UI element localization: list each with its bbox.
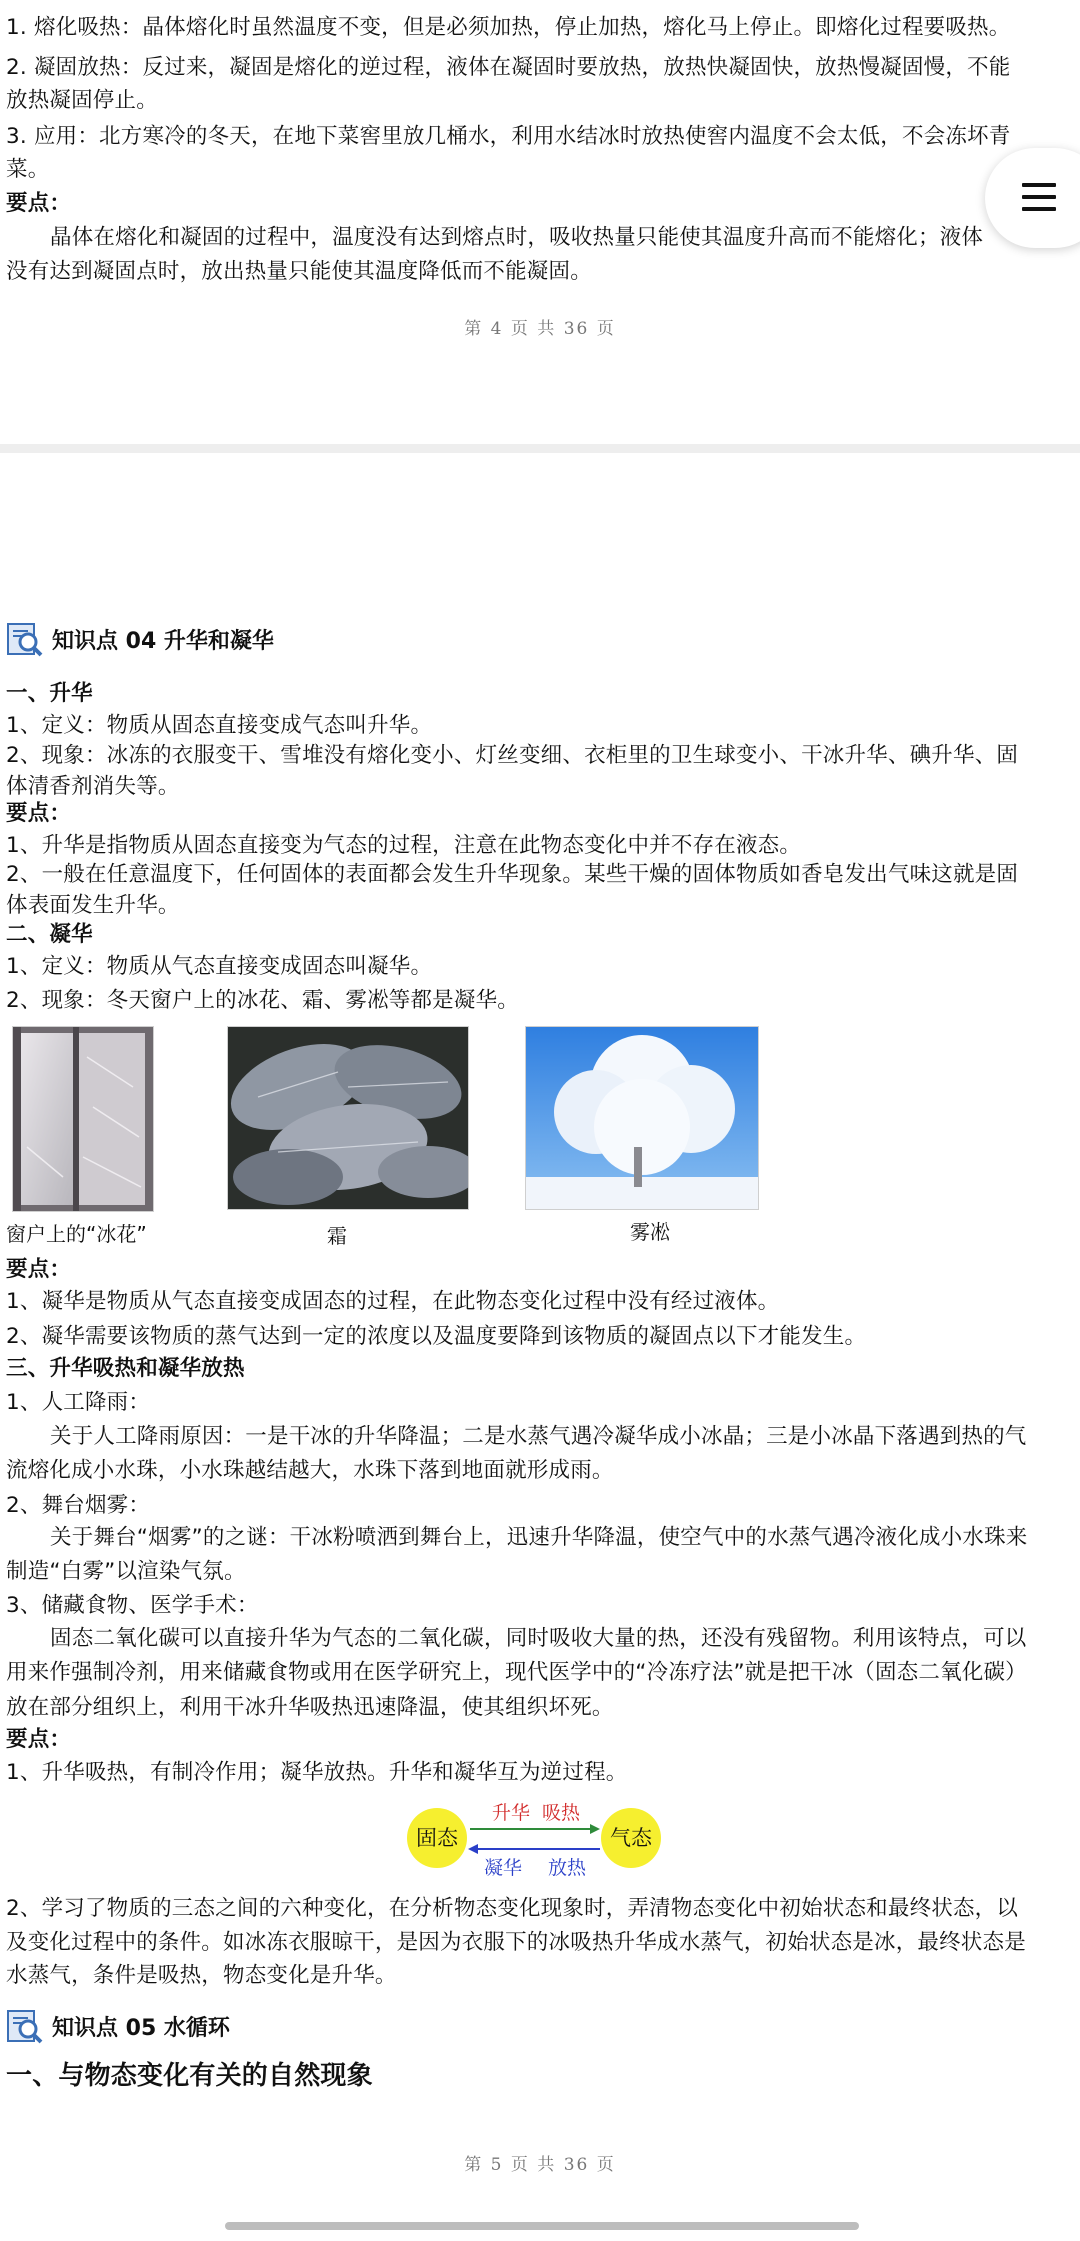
key-points-label: 要点： bbox=[6, 801, 72, 826]
text-line: 关于舞台“烟雾”的之谜：干冰粉喷洒到舞台上，迅速升华降温，使空气中的水蒸气遇冷液化成小水珠来 bbox=[50, 1525, 1028, 1550]
absorb-heat-label: 吸热 bbox=[542, 1802, 581, 1824]
home-indicator[interactable] bbox=[225, 2222, 859, 2230]
text-line: 1、升华是指物质从固态直接变为气态的过程，注意在此物态变化中并不存在液态。 bbox=[6, 833, 802, 858]
deposition-label: 凝华 bbox=[484, 1857, 523, 1879]
page-footer: 第 5 页 共 36 页 bbox=[464, 2155, 616, 2175]
rime-tree-image bbox=[526, 1027, 758, 1209]
subheading: 三、升华吸热和凝华放热 bbox=[6, 1356, 245, 1381]
text-line: 晶体在熔化和凝固的过程中，温度没有达到熔点时，吸收热量只能使其温度升高而不能熔化；液体 bbox=[50, 225, 984, 250]
window-frost-photo bbox=[12, 1026, 154, 1212]
frost-leaves-photo bbox=[227, 1026, 469, 1210]
sublimation-diagram bbox=[400, 1792, 670, 1882]
text-line: 流熔化成小水珠，小水珠越结越大，水珠下落到地面就形成雨。 bbox=[6, 1458, 614, 1483]
photo-caption: 雾凇 bbox=[630, 1220, 670, 1244]
text-line: 1、凝华是物质从气态直接变成固态的过程，在此物态变化过程中没有经过液体。 bbox=[6, 1289, 780, 1314]
magnifier-book-icon bbox=[6, 620, 44, 658]
text-line: 放在部分组织上，利用干冰升华吸热迅速降温，使其组织坏死。 bbox=[6, 1695, 614, 1720]
text-line: 1、升华吸热，有制冷作用；凝华放热。升华和凝华互为逆过程。 bbox=[6, 1760, 628, 1785]
text-line: 1、定义：物质从固态直接变成气态叫升华。 bbox=[6, 713, 433, 738]
text-line: 2、现象：冰冻的衣服变干、雪堆没有熔化变小、灯丝变细、衣柜里的卫生球变小、干冰升华、碘升华、固 bbox=[6, 743, 1019, 768]
text-line: 2、舞台烟雾： bbox=[6, 1493, 151, 1518]
text-line: 2、凝华需要该物质的蒸气达到一定的浓度以及温度要降到该物质的凝固点以下才能发生。 bbox=[6, 1324, 867, 1349]
text-line: 水蒸气，条件是吸热，物态变化是升华。 bbox=[6, 1963, 397, 1988]
text-line: 1、人工降雨： bbox=[6, 1390, 151, 1415]
magnifier-book-icon bbox=[6, 2007, 44, 2045]
text-line: 没有达到凝固点时，放出热量只能使其温度降低而不能凝固。 bbox=[6, 259, 592, 284]
text-line: 体清香剂消失等。 bbox=[6, 774, 180, 799]
text-line: 固态二氧化碳可以直接升华为气态的二氧化碳，同时吸收大量的热，还没有残留物。利用该特点，可以 bbox=[50, 1626, 1027, 1651]
text-line: 2、现象：冬天窗户上的冰花、霜、雾凇等都是凝华。 bbox=[6, 988, 519, 1013]
text-line: 2、一般在任意温度下，任何固体的表面都会发生升华现象。某些干燥的固体物质如香皂发出气味这就是固 bbox=[6, 862, 1019, 887]
text-line: 菜。 bbox=[6, 157, 50, 182]
hamburger-icon[interactable] bbox=[1022, 183, 1056, 211]
key-points-label: 要点： bbox=[6, 1257, 72, 1282]
arrow-head bbox=[468, 1844, 478, 1854]
text-line: 2. 凝固放热：反过来，凝固是熔化的逆过程，液体在凝固时要放热，放热快凝固快，放热慢凝固慢，不能 bbox=[6, 55, 1011, 80]
page-divider bbox=[0, 444, 1080, 453]
solid-state-label: 固态 bbox=[416, 1826, 458, 1850]
key-points-label: 要点： bbox=[6, 191, 72, 216]
text-line: 1. 熔化吸热：晶体熔化时虽然温度不变，但是必须加热，停止加热，熔化马上停止。即熔化过程要吸热。 bbox=[6, 15, 1011, 40]
arrow-head bbox=[590, 1824, 600, 1834]
text-line: 及变化过程中的条件。如冰冻衣服晾干，是因为衣服下的冰吸热升华成水蒸气，初始状态是冰，最终状态是 bbox=[6, 1930, 1026, 1955]
text-line: 3、储藏食物、医学手术： bbox=[6, 1593, 259, 1618]
text-line: 3. 应用：北方寒冷的冬天，在地下菜窖里放几桶水，利用水结冰时放热使窖内温度不会太低，不会冻坏青 bbox=[6, 124, 1011, 149]
photo-caption: 霜 bbox=[327, 1224, 347, 1248]
window-frost-image bbox=[13, 1027, 153, 1211]
section-title-05 bbox=[6, 2007, 230, 2045]
page-footer: 第 4 页 共 36 页 bbox=[464, 319, 616, 339]
photo-caption: 窗户上的“冰花” bbox=[6, 1222, 147, 1246]
section-title-04 bbox=[6, 620, 274, 658]
sublimation-label: 升华 bbox=[492, 1802, 531, 1824]
section-title-text: 知识点 05 水循环 bbox=[52, 2015, 230, 2041]
section-heading: 一、与物态变化有关的自然现象 bbox=[6, 2061, 373, 2091]
frost-leaves-image bbox=[228, 1027, 468, 1209]
release-heat-label: 放热 bbox=[548, 1857, 587, 1879]
gas-state-label: 气态 bbox=[610, 1826, 652, 1850]
text-line: 2、学习了物质的三态之间的六种变化，在分析物态变化现象时，弄清物态变化中初始状态和最终状态，以 bbox=[6, 1896, 1019, 1921]
rime-tree-photo bbox=[525, 1026, 759, 1210]
section-title-text: 知识点 04 升华和凝华 bbox=[52, 628, 274, 654]
text-line: 用来作强制冷剂，用来储藏食物或用在医学研究上，现代医学中的“冷冻疗法”就是把干冰（固态二氧化碳） bbox=[6, 1660, 1027, 1685]
text-line: 关于人工降雨原因：一是干冰的升华降温；二是水蒸气遇冷凝华成小冰晶；三是小冰晶下落遇到热的气 bbox=[50, 1424, 1027, 1449]
text-line: 1、定义：物质从气态直接变成固态叫凝华。 bbox=[6, 954, 433, 979]
text-line: 放热凝固停止。 bbox=[6, 88, 158, 113]
subheading: 一、升华 bbox=[6, 681, 93, 706]
subheading: 二、凝华 bbox=[6, 922, 93, 947]
text-line: 体表面发生升华。 bbox=[6, 893, 180, 918]
key-points-label: 要点： bbox=[6, 1727, 72, 1752]
text-line: 制造“白雾”以渲染气氛。 bbox=[6, 1559, 246, 1584]
